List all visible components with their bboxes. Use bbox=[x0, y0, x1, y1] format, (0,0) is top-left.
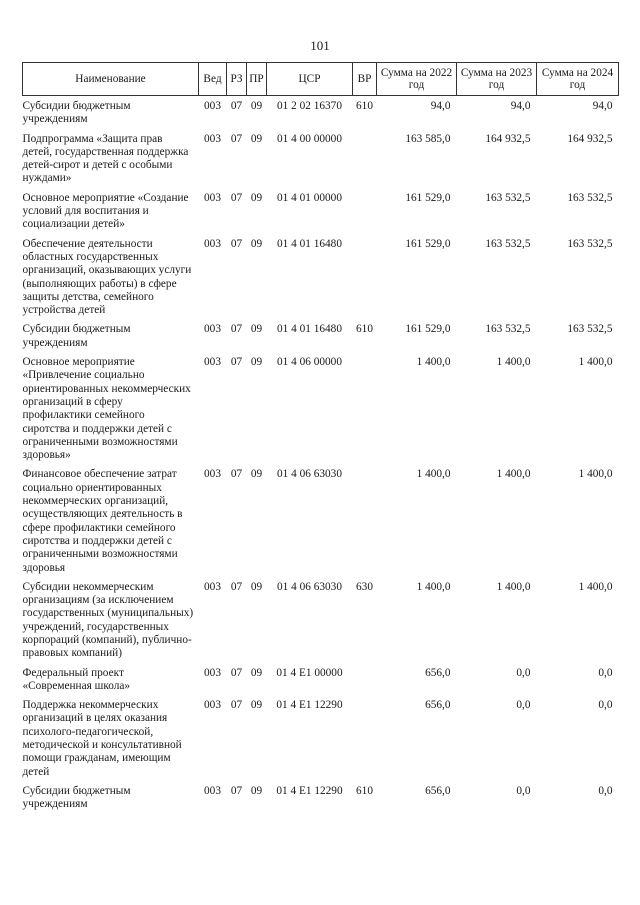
table-row bbox=[23, 317, 619, 350]
cell-pr: 09 bbox=[250, 784, 263, 797]
page-number: 101 bbox=[310, 38, 330, 53]
cell-sum-2023: 0,0 bbox=[516, 666, 531, 679]
header-ved: Вед bbox=[199, 63, 227, 96]
cell-name: Финансовое обеспечение затрат социально ориентированных некоммерческих организаций, осуществляющих деятельность в сфере профилактики семейного сиротства и поддержки детей с ограниченными возможностями здоровья bbox=[22, 468, 183, 574]
budget-table bbox=[22, 62, 619, 812]
cell-ved: 003 bbox=[204, 699, 221, 712]
table-row bbox=[23, 186, 619, 232]
cell-vr bbox=[353, 661, 377, 694]
cell-rz: 07 bbox=[230, 784, 243, 797]
cell-sum-2024: 0,0 bbox=[598, 666, 613, 679]
table-row bbox=[23, 575, 619, 661]
cell-sum-2023: 0,0 bbox=[516, 784, 531, 797]
cell-sum-2022: 1 400,0 bbox=[416, 580, 451, 593]
header-rz: РЗ bbox=[227, 63, 247, 96]
table-row bbox=[23, 96, 619, 127]
cell-pr: 09 bbox=[250, 323, 263, 336]
cell-rz: 07 bbox=[230, 100, 243, 112]
cell-sum-2023: 1 400,0 bbox=[496, 356, 531, 369]
header-sum-2024: Сумма на 2024 год bbox=[537, 63, 619, 96]
cell-sum-2024: 0,0 bbox=[598, 699, 613, 712]
header-vr: ВР bbox=[353, 63, 377, 96]
cell-sum-2023: 0,0 bbox=[516, 699, 531, 712]
cell-pr: 09 bbox=[250, 666, 263, 679]
cell-name: Субсидии бюджетным учреждениям bbox=[22, 784, 131, 811]
cell-ved: 003 bbox=[204, 237, 221, 250]
header-csr: ЦСР bbox=[267, 63, 353, 96]
cell-rz: 07 bbox=[230, 237, 243, 250]
cell-sum-2022: 656,0 bbox=[425, 666, 451, 679]
table-row bbox=[23, 661, 619, 694]
cell-sum-2022: 161 529,0 bbox=[405, 237, 451, 250]
cell-csr: 01 4 06 63030 bbox=[277, 468, 342, 481]
cell-sum-2023: 163 532,5 bbox=[485, 323, 531, 336]
cell-csr: 01 4 01 16480 bbox=[277, 237, 342, 250]
cell-vr bbox=[353, 350, 377, 462]
cell-pr: 09 bbox=[250, 468, 263, 481]
cell-rz: 07 bbox=[230, 323, 243, 336]
header-sum-2022: Сумма на 2022 год bbox=[377, 63, 457, 96]
cell-sum-2024: 1 400,0 bbox=[578, 580, 613, 593]
cell-name: Основное мероприятие «Создание условий для воспитания и социализации детей» bbox=[22, 191, 189, 231]
cell-sum-2022: 656,0 bbox=[425, 784, 451, 797]
cell-sum-2024: 163 532,5 bbox=[567, 323, 613, 336]
cell-name: Обеспечение деятельности областных государственных организаций, оказывающих услуги (выполняющих работы) в сфере защиты детства, семейного устройства детей bbox=[22, 237, 192, 317]
cell-sum-2023: 164 932,5 bbox=[485, 132, 531, 145]
cell-name: Субсидии некоммерческим организациям (за исключением государственных (муниципальных) учреждений, государственных корпораций (компаний), публично-правовых компаний) bbox=[22, 580, 194, 660]
cell-csr: 01 4 E1 00000 bbox=[276, 666, 343, 679]
cell-pr: 09 bbox=[250, 699, 263, 712]
cell-sum-2024: 94,0 bbox=[592, 100, 613, 112]
table-row bbox=[23, 127, 619, 186]
cell-vr: 610 bbox=[356, 323, 373, 336]
table-row bbox=[23, 350, 619, 462]
cell-vr bbox=[353, 462, 377, 574]
cell-sum-2023: 163 532,5 bbox=[485, 191, 531, 204]
cell-name: Основное мероприятие «Привлечение социально ориентированных некоммерческих организаций в сферу профилактики семейного сиротства и поддержки детей с ограниченными возможностями здоровья» bbox=[22, 356, 191, 462]
cell-vr: 610 bbox=[356, 784, 373, 797]
cell-pr: 09 bbox=[250, 356, 263, 369]
table-body bbox=[23, 96, 619, 812]
cell-sum-2024: 1 400,0 bbox=[578, 468, 613, 481]
cell-sum-2022: 1 400,0 bbox=[416, 468, 451, 481]
cell-ved: 003 bbox=[204, 580, 221, 593]
cell-vr: 630 bbox=[356, 580, 373, 593]
cell-ved: 003 bbox=[204, 132, 221, 145]
cell-csr: 01 4 06 00000 bbox=[277, 356, 342, 369]
cell-pr: 09 bbox=[250, 100, 263, 112]
cell-name: Подпрограмма «Защита прав детей, государственная поддержка детей-сирот и детей с особыми нуждами» bbox=[22, 132, 189, 185]
cell-sum-2024: 0,0 bbox=[598, 784, 613, 797]
table-row bbox=[23, 693, 619, 779]
cell-pr: 09 bbox=[250, 580, 263, 593]
cell-name: Субсидии бюджетным учреждениям bbox=[22, 100, 131, 126]
cell-sum-2024: 1 400,0 bbox=[578, 356, 613, 369]
cell-csr: 01 4 06 63030 bbox=[277, 580, 342, 593]
cell-ved: 003 bbox=[204, 356, 221, 369]
cell-sum-2022: 94,0 bbox=[430, 100, 451, 112]
cell-sum-2024: 164 932,5 bbox=[567, 132, 613, 145]
cell-pr: 09 bbox=[250, 132, 263, 145]
cell-csr: 01 4 E1 12290 bbox=[276, 784, 343, 797]
cell-sum-2023: 163 532,5 bbox=[485, 237, 531, 250]
cell-vr bbox=[353, 186, 377, 232]
cell-vr: 610 bbox=[356, 100, 373, 112]
cell-ved: 003 bbox=[204, 100, 221, 112]
cell-ved: 003 bbox=[204, 468, 221, 481]
cell-csr: 01 4 01 00000 bbox=[277, 191, 342, 204]
cell-csr: 01 4 E1 12290 bbox=[276, 699, 343, 712]
table-row bbox=[23, 462, 619, 574]
table-header-row bbox=[23, 63, 619, 96]
cell-rz: 07 bbox=[230, 191, 243, 204]
cell-sum-2022: 163 585,0 bbox=[405, 132, 451, 145]
cell-ved: 003 bbox=[204, 323, 221, 336]
cell-ved: 003 bbox=[204, 191, 221, 204]
cell-rz: 07 bbox=[230, 699, 243, 712]
cell-sum-2022: 656,0 bbox=[425, 699, 451, 712]
cell-ved: 003 bbox=[204, 666, 221, 679]
cell-sum-2022: 1 400,0 bbox=[416, 356, 451, 369]
header-sum-2023: Сумма на 2023 год bbox=[457, 63, 537, 96]
table-row bbox=[23, 232, 619, 318]
cell-rz: 07 bbox=[230, 356, 243, 369]
cell-sum-2022: 161 529,0 bbox=[405, 323, 451, 336]
cell-sum-2023: 1 400,0 bbox=[496, 580, 531, 593]
cell-rz: 07 bbox=[230, 580, 243, 593]
cell-sum-2024: 163 532,5 bbox=[567, 191, 613, 204]
cell-ved: 003 bbox=[204, 784, 221, 797]
header-pr: ПР bbox=[247, 63, 267, 96]
header-name: Наименование bbox=[23, 63, 199, 96]
table-row bbox=[23, 779, 619, 812]
cell-pr: 09 bbox=[250, 237, 263, 250]
cell-csr: 01 4 01 16480 bbox=[277, 323, 342, 336]
cell-name: Поддержка некоммерческих организаций в целях оказания психолого-педагогической, методической и консультативной помощи гражданам, имеющим детей bbox=[22, 699, 182, 778]
cell-rz: 07 bbox=[230, 468, 243, 481]
cell-vr bbox=[353, 693, 377, 779]
cell-sum-2023: 1 400,0 bbox=[496, 468, 531, 481]
cell-sum-2023: 94,0 bbox=[510, 100, 531, 112]
cell-name: Субсидии бюджетным учреждениям bbox=[22, 323, 131, 349]
cell-vr bbox=[353, 232, 377, 318]
cell-name: Федеральный проект «Современная школа» bbox=[22, 666, 131, 692]
cell-pr: 09 bbox=[250, 191, 263, 204]
cell-sum-2022: 161 529,0 bbox=[405, 191, 451, 204]
cell-csr: 01 2 02 16370 bbox=[277, 100, 342, 112]
cell-rz: 07 bbox=[230, 666, 243, 679]
cell-rz: 07 bbox=[230, 132, 243, 145]
cell-vr bbox=[353, 127, 377, 186]
cell-sum-2024: 163 532,5 bbox=[567, 237, 613, 250]
cell-csr: 01 4 00 00000 bbox=[277, 132, 342, 145]
